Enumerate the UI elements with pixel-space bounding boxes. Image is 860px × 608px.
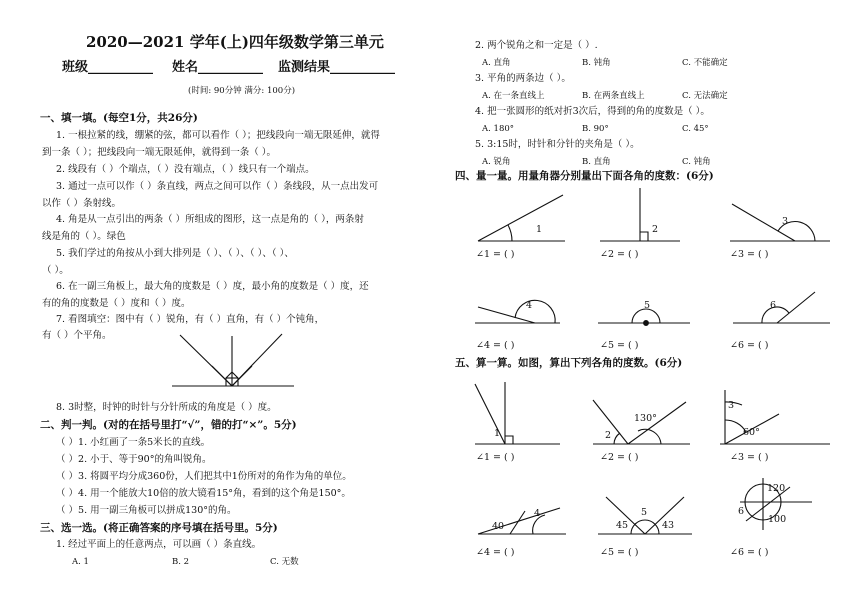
s5-figure-3 <box>720 390 830 444</box>
s3-q3-opt-a: A. 在一条直线上 <box>482 91 545 101</box>
s3-q1: 1. 经过平面上的任意两点，可以画（ ）条直线。 <box>56 539 262 550</box>
s2-item-3: （ ）3. 将圆平均分成360份，人们把其中1份所对的角作为角的单位。 <box>56 471 352 482</box>
s3-q1-opt-a: A. 1 <box>72 557 89 567</box>
s4-answer-4[interactable]: ∠4 = ( ) <box>476 340 515 351</box>
s2-item-1: （ ）1. 小红画了一条5米长的直线。 <box>56 437 211 448</box>
s1-q4-line2: 线是角的（ ）。绿色 <box>42 231 126 242</box>
s1-q3-line2: 以作（ ）条射线。 <box>42 198 122 209</box>
page-title: 2020—2021 学年(上)四年级数学第三单元 <box>86 33 384 51</box>
result-field[interactable]: 监测结果__________ <box>278 60 396 75</box>
section-3-heading: 三、选一选。(将正确答案的序号填在括号里。5分) <box>40 522 278 534</box>
s3-q2-opt-c: C. 不能确定 <box>682 58 728 68</box>
s4-angle-4-label: 4 <box>526 300 533 311</box>
s3-q4-opt-a: A. 180° <box>482 124 515 134</box>
s1-q7-line1: 7. 看图填空：图中有（ ）锐角，有（ ）直角，有（ ）个钝角， <box>56 314 325 325</box>
s5-label-130: 130° <box>634 413 657 424</box>
s3-q4-opt-b: B. 90° <box>582 124 609 134</box>
s5-label-120: 120 <box>767 483 786 494</box>
s4-angle-5-label: 5 <box>644 300 651 311</box>
s3-q5-opt-a: A. 锐角 <box>482 157 511 167</box>
class-field[interactable]: 班级__________ <box>62 60 154 75</box>
s5-answer-4[interactable]: ∠4 = ( ) <box>476 547 515 558</box>
s5-label-3: 3 <box>728 400 735 411</box>
s1-q7-line2: 有（ ）个平角。 <box>42 330 112 341</box>
s5-label-45: 45 <box>616 520 629 531</box>
s5-label-2: 2 <box>605 430 612 441</box>
s4-angle-2-label: 2 <box>652 224 659 235</box>
s4-answer-2[interactable]: ∠2 = ( ) <box>600 249 639 260</box>
s3-q5: 5. 3:15时，时针和分针的夹角是（ ）。 <box>475 139 640 150</box>
s1-q6-line1: 6. 在一副三角板上，最大角的度数是（ ）度，最小角的度数是（ ）度，还 <box>56 281 369 292</box>
s5-label-43: 43 <box>662 520 675 531</box>
s3-q4: 4. 把一张圆形的纸对折3次后，得到的角的度数是（ ）。 <box>475 106 710 117</box>
s2-item-2: （ ）2. 小于、等于90°的角叫锐角。 <box>56 454 212 465</box>
s3-q1-opt-b: B. 2 <box>172 557 190 567</box>
s4-answer-3[interactable]: ∠3 = ( ) <box>730 249 769 260</box>
s5-figure-1 <box>475 382 560 444</box>
s3-q1-opt-c: C. 无数 <box>270 557 299 567</box>
s3-q2-opt-b: B. 钝角 <box>582 58 611 68</box>
s1-q4-line1: 4. 角是从一点引出的两条（ ）所组成的图形，这一点是角的（ ），两条射 <box>56 214 364 225</box>
section-2-heading: 二、判一判。(对的在括号里打“√”，错的打“×”。5分) <box>40 419 297 431</box>
s4-answer-1[interactable]: ∠1 = ( ) <box>476 249 515 260</box>
s5-label-5: 5 <box>641 507 648 518</box>
section-4-heading: 四、量一量。用量角器分别量出下面各角的度数：(6分) <box>455 170 714 182</box>
name-field[interactable]: 姓名__________ <box>172 60 264 75</box>
s3-q3-opt-b: B. 在两条直线上 <box>582 91 645 101</box>
s2-item-5: （ ）5. 用一副三角板可以拼成130°的角。 <box>56 505 237 516</box>
s4-angle-6-label: 6 <box>770 300 777 311</box>
s3-q2-opt-a: A. 直角 <box>482 58 511 68</box>
s3-q5-opt-b: B. 直角 <box>582 157 611 167</box>
s3-q4-opt-c: C. 45° <box>682 124 709 134</box>
s1-q6-line2: 有的角的度数是（ ）度和（ ）度。 <box>42 298 191 309</box>
s5-label-100: 100 <box>768 514 787 525</box>
section-1-heading: 一、填一填。(每空1分，共26分) <box>40 112 198 124</box>
s4-answer-6[interactable]: ∠6 = ( ) <box>730 340 769 351</box>
s5-answer-1[interactable]: ∠1 = ( ) <box>476 452 515 463</box>
s5-answer-5[interactable]: ∠5 = ( ) <box>600 547 639 558</box>
s2-item-4: （ ）4. 用一个能放大10倍的放大镜看15°角，看到的这个角是150°。 <box>56 488 351 499</box>
s5-answer-2[interactable]: ∠2 = ( ) <box>600 452 639 463</box>
s1-q2: 2. 线段有（ ）个端点，（ ）没有端点，（ ）线只有一个端点。 <box>56 164 315 175</box>
s5-label-40: 40 <box>492 521 505 532</box>
s3-q3: 3. 平角的两条边（ ）。 <box>475 73 571 84</box>
s3-q5-opt-c: C. 钝角 <box>682 157 711 167</box>
s5-label-6: 6 <box>738 506 745 517</box>
s1-q3-line1: 3. 通过一点可以作（ ）条直线，两点之间可以作（ ）条线段，从一点出发可 <box>56 181 379 192</box>
s5-label-60: 60° <box>743 427 760 438</box>
s1-q5-line2: （ ）。 <box>42 265 69 276</box>
s5-label-1: 1 <box>494 428 501 439</box>
section-5-heading: 五、算一算。如图，算出下列各角的度数。(6分) <box>455 357 683 369</box>
s1-q1-line1: 1. 一根拉紧的线，绷紧的弦，都可以看作（ ）；把线段向一端无限延伸，就得 <box>56 130 380 141</box>
s5-answer-6[interactable]: ∠6 = ( ) <box>730 547 769 558</box>
s4-answer-5[interactable]: ∠5 = ( ) <box>600 340 639 351</box>
exam-meta: (时间: 90分钟 满分: 100分) <box>188 86 296 96</box>
s4-angle-3-label: 3 <box>782 216 789 227</box>
s4-angle-1-label: 1 <box>536 224 543 235</box>
s3-q3-opt-c: C. 无法确定 <box>682 91 728 101</box>
s5-label-4: 4 <box>534 508 541 519</box>
s1-q5-line1: 5. 我们学过的角按从小到大排列是（ ）、（ ）、（ ）、（ ）、 <box>56 248 294 259</box>
s1-q1-line2: 到一条（ ）；把线段向一端无限延伸，就得到一条（ ）。 <box>42 147 277 158</box>
s5-answer-3[interactable]: ∠3 = ( ) <box>730 452 769 463</box>
s1-q8: 8. 3时整，时钟的时针与分针所成的角度是（ ）度。 <box>56 402 277 413</box>
s3-q2: 2. 两个锐角之和一定是（ ）. <box>475 40 598 51</box>
